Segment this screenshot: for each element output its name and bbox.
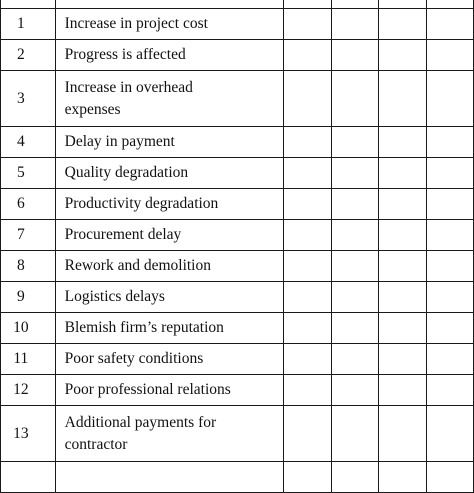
- score-cell: [284, 282, 332, 313]
- row-effect: Additional payments for contractor: [55, 406, 284, 462]
- row-effect: Delay in payment: [55, 127, 284, 158]
- row-number-cell: [1, 462, 56, 493]
- table-row: [1, 71, 474, 127]
- score-cell: [331, 189, 379, 220]
- row-number: 9: [1, 282, 56, 313]
- score-cell: [284, 220, 332, 251]
- score-cell: [426, 282, 474, 313]
- score-cell: [379, 282, 427, 313]
- score-cell: [379, 406, 427, 462]
- score-cell: [331, 282, 379, 313]
- row-number-cell: [1, 0, 56, 9]
- score-cell: [284, 40, 332, 71]
- row-effect: Logistics delays: [55, 282, 284, 313]
- score-cell: [426, 406, 474, 462]
- score-cell: [284, 158, 332, 189]
- score-cell: [331, 158, 379, 189]
- table-row: [1, 344, 474, 375]
- score-cell: [379, 189, 427, 220]
- row-effect: Poor safety conditions: [55, 344, 284, 375]
- row-effect-cell: [55, 462, 284, 493]
- row-effect: Blemish firm’s reputation: [55, 313, 284, 344]
- score-cell: [379, 375, 427, 406]
- score-cell: [284, 406, 332, 462]
- score-cell: [426, 127, 474, 158]
- score-cell: [426, 375, 474, 406]
- row-effect: Quality degradation: [55, 158, 284, 189]
- score-cell: [331, 40, 379, 71]
- score-cell: [331, 220, 379, 251]
- score-cell: [426, 344, 474, 375]
- score-cell: [284, 375, 332, 406]
- table-row: [1, 189, 474, 220]
- row-number: 13: [1, 406, 56, 462]
- score-cell: [426, 189, 474, 220]
- score-cell: [284, 313, 332, 344]
- score-cell: [331, 313, 379, 344]
- row-effect: Productivity degradation: [55, 189, 284, 220]
- row-number: 1: [1, 9, 56, 40]
- table-row: [1, 127, 474, 158]
- score-cell: [379, 220, 427, 251]
- table-row: [1, 375, 474, 406]
- row-number: 11: [1, 344, 56, 375]
- table-row: [1, 158, 474, 189]
- score-cell: [284, 189, 332, 220]
- score-cell: [284, 127, 332, 158]
- score-cell: [379, 251, 427, 282]
- row-number: 5: [1, 158, 56, 189]
- score-cell: [379, 9, 427, 40]
- score-cell: [331, 375, 379, 406]
- score-cell: [331, 127, 379, 158]
- score-cell: [426, 158, 474, 189]
- row-number: 3: [1, 71, 56, 127]
- row-number: 7: [1, 220, 56, 251]
- score-cell: [379, 71, 427, 127]
- score-cell: [426, 71, 474, 127]
- row-number: 6: [1, 189, 56, 220]
- score-cell: [331, 9, 379, 40]
- score-cell: [379, 40, 427, 71]
- table-row-partial-top: [1, 0, 474, 9]
- row-effect: Increase in project cost: [55, 9, 284, 40]
- score-cell: [426, 462, 474, 493]
- row-number: 2: [1, 40, 56, 71]
- score-cell: [331, 462, 379, 493]
- score-cell: [426, 220, 474, 251]
- score-cell: [331, 0, 379, 9]
- score-cell: [379, 127, 427, 158]
- row-number: 10: [1, 313, 56, 344]
- table-row-partial-bottom: [1, 462, 474, 493]
- score-cell: [426, 40, 474, 71]
- score-cell: [284, 462, 332, 493]
- row-number: 4: [1, 127, 56, 158]
- score-cell: [379, 313, 427, 344]
- score-cell: [284, 71, 332, 127]
- score-cell: [426, 9, 474, 40]
- row-effect: Poor professional relations: [55, 375, 284, 406]
- score-cell: [379, 462, 427, 493]
- row-number: 12: [1, 375, 56, 406]
- row-effect: Progress is affected: [55, 40, 284, 71]
- score-cell: [426, 313, 474, 344]
- table-row: [1, 282, 474, 313]
- score-cell: [284, 251, 332, 282]
- row-effect-cell: [55, 0, 284, 9]
- table-row: [1, 406, 474, 462]
- score-cell: [426, 0, 474, 9]
- table-row: [1, 9, 474, 40]
- row-effect: Procurement delay: [55, 220, 284, 251]
- row-effect: Rework and demolition: [55, 251, 284, 282]
- row-effect: Increase in overhead expenses: [55, 71, 284, 127]
- score-cell: [331, 344, 379, 375]
- table-row: [1, 220, 474, 251]
- row-number: 8: [1, 251, 56, 282]
- score-cell: [284, 9, 332, 40]
- score-cell: [426, 251, 474, 282]
- score-cell: [379, 158, 427, 189]
- score-cell: [284, 344, 332, 375]
- score-cell: [331, 251, 379, 282]
- table-row: [1, 251, 474, 282]
- score-cell: [379, 344, 427, 375]
- score-cell: [331, 406, 379, 462]
- score-cell: [284, 0, 332, 9]
- table-row: [1, 313, 474, 344]
- score-cell: [379, 0, 427, 9]
- table-row: [1, 40, 474, 71]
- score-cell: [331, 71, 379, 127]
